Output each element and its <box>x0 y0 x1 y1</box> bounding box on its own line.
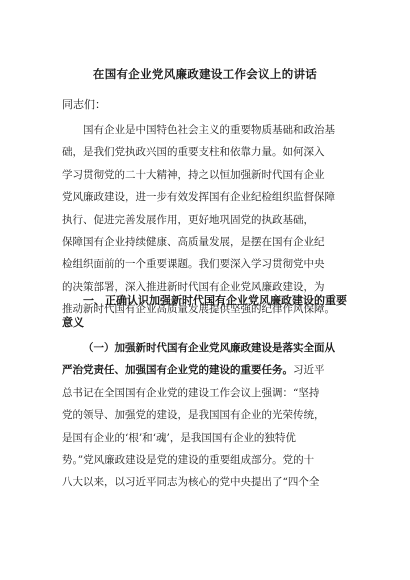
paragraph-text: 习近平 <box>293 364 325 377</box>
heading-line: 意义 <box>62 316 84 330</box>
paragraph-subsection <box>62 337 352 494</box>
paragraph-line: 检组织面前的一个重要课题。我们要深入学习贯彻党中央 <box>62 258 325 271</box>
paragraph-line: 党风廉政建设，进一步有效发挥国有企业纪检组织监督保障 <box>62 191 335 204</box>
subheading-line: （一）加强新时代国有企业党风廉政建设是落实全面从 <box>83 342 335 354</box>
paragraph-line: 的决策部署，深入推进新时代国有企业党风廉政建设，为 <box>62 280 325 293</box>
subheading-line: 严治党责任、加强国有企业党的建设的重要任务。 <box>62 364 293 377</box>
paragraph-line: 党的领导、加强党的建设，是我国国有企业的光荣传统， <box>62 409 325 422</box>
paragraph-line: 国有企业是中国特色社会主义的重要物质基础和政治基 <box>83 124 335 136</box>
paragraph-line: 学习贯彻党的二十大精神，持之以恒加强新时代国有企业 <box>62 168 325 181</box>
document-title: 在国有企业党风廉政建设工作会议上的讲话 <box>92 67 318 81</box>
paragraph-line <box>62 359 352 381</box>
paragraph-line: 础，是我们党执政兴国的重要支柱和依靠力量。如何深入 <box>62 146 325 159</box>
paragraph-line: 执行、促进完善发展作用，更好地巩固党的执政基础， <box>62 213 314 226</box>
salutation: 同志们： <box>62 98 106 111</box>
paragraph-line: 势。”党风廉政建设是党的建设的重要组成部分。党的十 <box>62 454 315 467</box>
section-heading <box>62 290 352 335</box>
paragraph-line: 保障国有企业持续健康、高质量发展，是摆在国有企业纪 <box>62 236 325 249</box>
paragraph-line: 推动新时代国有企业高质量发展提供坚强的纪律作风保障。 <box>62 303 335 316</box>
paragraph-line: 八大以来，以习近平同志为核心的党中央提出了“四个全 <box>62 476 320 489</box>
heading-line: 一、正确认识加强新时代国有企业党风廉政建设的重要 <box>83 294 347 307</box>
paragraph-line: 总书记在全国国有企业党的建设工作会议上强调：“坚持 <box>62 386 320 399</box>
paragraph-line: 是国有企业的‘根’和‘魂’，是我国国有企业的独特优 <box>62 431 296 444</box>
